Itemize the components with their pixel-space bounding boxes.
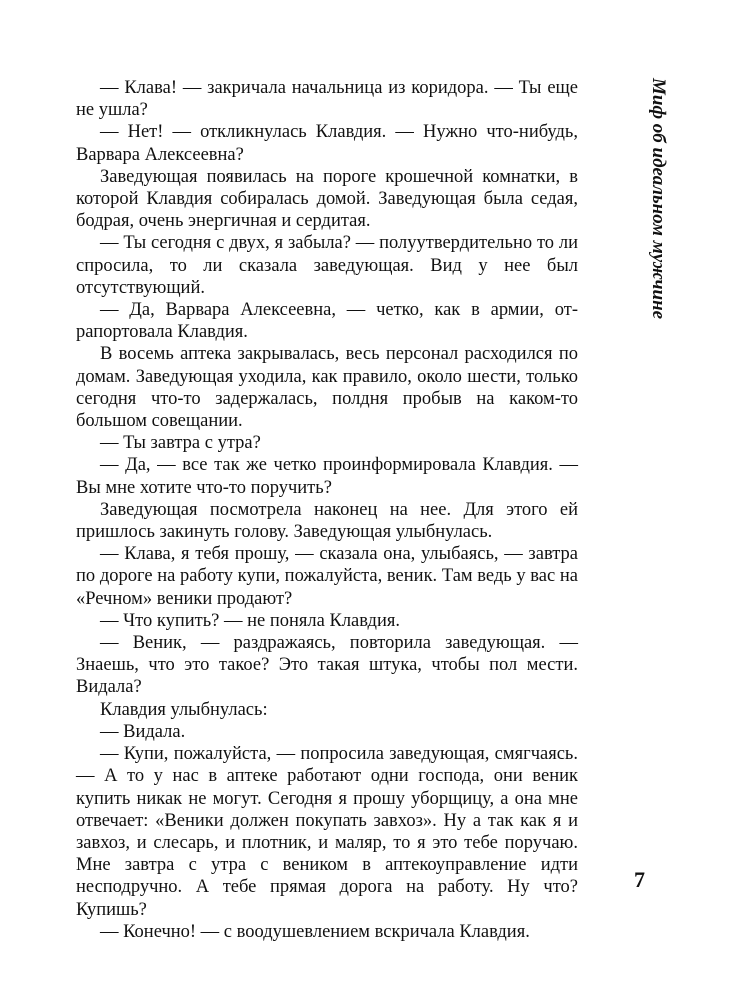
paragraph: Заведующая появилась на пороге крошечной комнатки, в которой Клавдия собиралась домой. Заведующая была седая, бодрая, очень энергичная и сердитая. — [76, 166, 578, 232]
paragraph: Заведующая посмотрела наконец на нее. Для этого ей пришлось закинуть голову. Заведующая улыбнулась. — [76, 499, 578, 543]
paragraph: — Клава, я тебя прошу, — сказала она, улыбаясь, — завтра по дороге на работу купи, пожалуйста, веник. Там ведь у вас на «Речном» веники продают? — [76, 544, 578, 609]
paragraph: — Конечно! — с воодушевлением вскричала Клавдия. — [100, 921, 530, 942]
paragraph: — Ты сегодня с двух, я забыла? — полуутвердительно то ли спросила, то ли сказала заведующая. Вид у нее был отсутствующий. — [76, 233, 578, 298]
paragraph: — Что купить? — не поняла Клавдия. — [100, 610, 400, 631]
paragraph: — Купи, пожалуйста, — попросила заведующая, смягчаясь. — А то у нас в аптеке работают одни господа, они веник купить никак не могут. Сегодня я прошу уборщицу, а она мне отвечает: «Веники должен покупать завхоз». Ну а так как я и завхоз, и слесарь, и плотник, и маляр, то я это тебе поручаю. Мне завтра с утра с веником в аптекоуправление идти несподручно. А тебе прямая дорога на работу. Ну что? Купишь? — [76, 744, 578, 920]
paragraph: Клавдия улыбнулась: — [100, 699, 268, 720]
paragraph: — Да, — все так же четко проинформировала Клавдия. — Вы мне хотите что-то поручить? — [76, 455, 578, 498]
paragraph: — Веник, — раздражаясь, повторила заведующая. — Знаешь, что это такое? Это такая штука, чтобы пол мести. Видала? — [76, 633, 578, 698]
paragraph: В восемь аптека закрывалась, весь персонал расходился по домам. Заведующая уходила, как правило, около шести, только сегодня что-то задержалась, полдня пробыв на каком-то большом совещании. — [76, 344, 578, 432]
page-number: 7 — [634, 867, 645, 892]
paragraph: — Нет! — откликнулась Клавдия. — Нужно что-нибудь, Варвара Алексеевна? — [76, 122, 578, 165]
paragraph: — Клава! — закричала начальница из коридора. — Ты еще не ушла? — [76, 78, 578, 121]
paragraph: — Видала. — [100, 721, 186, 742]
running-title: Миф об идеальном мужчине — [648, 78, 669, 320]
paragraph: — Да, Варвара Алексеевна, — четко, как в армии, отрапортовала Клавдия. — [76, 300, 578, 343]
body-text — [76, 77, 578, 943]
paragraph: — Ты завтра с утра? — [100, 433, 261, 454]
